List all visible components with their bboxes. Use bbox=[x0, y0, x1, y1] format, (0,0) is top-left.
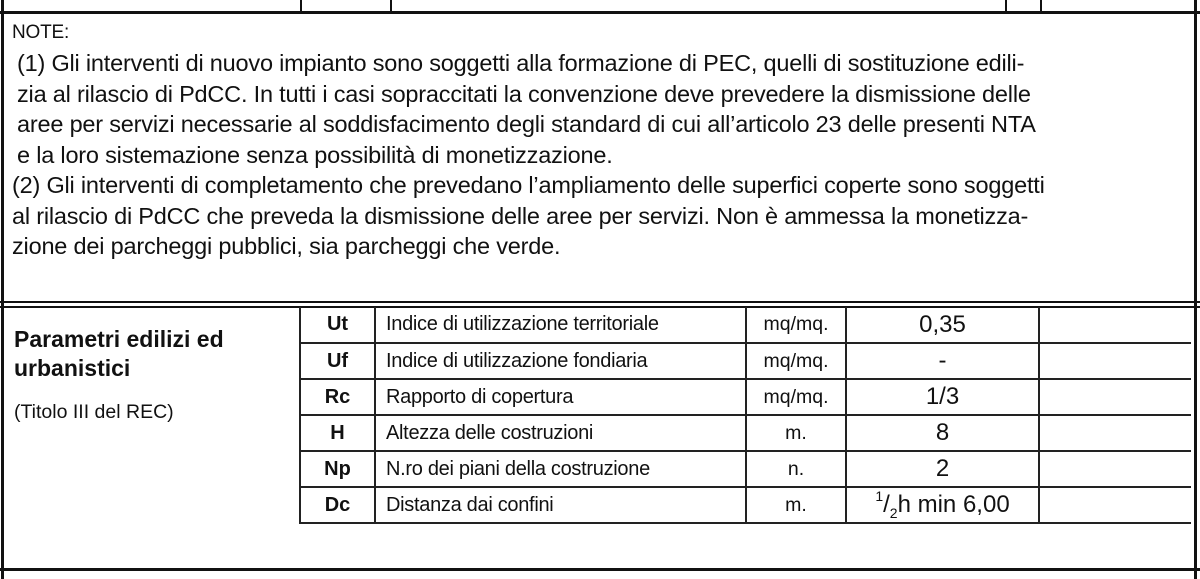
column-divider bbox=[1005, 0, 1007, 12]
fraction-numerator: 1 bbox=[875, 487, 884, 504]
note-1 bbox=[12, 48, 1192, 170]
params-subtitle: (Titolo III del REC) bbox=[14, 401, 174, 423]
table-row bbox=[300, 343, 1191, 379]
param-unit: mq/mq. bbox=[746, 379, 846, 415]
value-suffix: h min 6,00 bbox=[897, 490, 1010, 518]
table-row bbox=[300, 487, 1191, 523]
table-row bbox=[300, 307, 1191, 343]
param-description: N.ro dei piani della costruzione bbox=[375, 451, 746, 487]
param-description: Altezza delle costruzioni bbox=[375, 415, 746, 451]
section-divider bbox=[0, 568, 1200, 571]
note-line: aree per servizi necessarie al soddisfacimento degli standard di cui all’articolo 23 delle presenti NTA bbox=[17, 111, 1036, 137]
param-unit: mq/mq. bbox=[746, 307, 846, 343]
note-line: (2) Gli interventi di completamento che prevedano l’ampliamento delle superfici coperte sono soggetti bbox=[12, 172, 1045, 198]
params-title-line: urbanistici bbox=[14, 355, 131, 381]
table-row bbox=[300, 451, 1191, 487]
param-symbol: Ut bbox=[300, 307, 375, 343]
column-divider bbox=[300, 0, 302, 12]
param-description: Distanza dai confini bbox=[375, 487, 746, 523]
param-note-cell bbox=[1039, 415, 1191, 451]
fraction-value: $^1/_2h$ min 6,00 bbox=[875, 487, 1010, 522]
notes-heading: NOTE: bbox=[12, 22, 70, 43]
param-value: 8 bbox=[846, 415, 1039, 451]
param-symbol: Np bbox=[300, 451, 375, 487]
param-symbol: Dc bbox=[300, 487, 375, 523]
section-divider bbox=[0, 301, 1200, 303]
note-line: zia al rilascio di PdCC. In tutti i casi sopraccitati la convenzione deve prevedere la dismissione delle bbox=[17, 80, 1031, 107]
notes-section bbox=[12, 20, 1192, 262]
params-title bbox=[14, 325, 224, 383]
param-unit: m. bbox=[746, 415, 846, 451]
param-symbol: H bbox=[300, 415, 375, 451]
column-divider bbox=[390, 0, 392, 12]
param-symbol: Rc bbox=[300, 379, 375, 415]
param-note-cell bbox=[1039, 487, 1191, 523]
param-symbol: Uf bbox=[300, 343, 375, 379]
param-unit: n. bbox=[746, 451, 846, 487]
note-line: al rilascio di PdCC che preveda la dismissione delle aree per servizi. Non è ammessa la monetizza- bbox=[12, 202, 1029, 229]
param-value bbox=[846, 487, 1039, 523]
table-row bbox=[300, 415, 1191, 451]
param-value: 1/3 bbox=[846, 379, 1039, 415]
param-note-cell bbox=[1039, 307, 1191, 343]
param-description: Indice di utilizzazione fondiaria bbox=[375, 343, 746, 379]
note-line: zione dei parcheggi pubblici, sia parcheggi che verde. bbox=[12, 233, 561, 259]
param-note-cell bbox=[1039, 451, 1191, 487]
column-divider bbox=[1040, 0, 1042, 12]
note-2 bbox=[12, 170, 1192, 262]
fraction-denominator: 2 bbox=[889, 505, 898, 522]
note-line: e la loro sistemazione senza possibilità di monetizzazione. bbox=[17, 141, 613, 168]
param-unit: mq/mq. bbox=[746, 343, 846, 379]
param-value: - bbox=[846, 343, 1039, 379]
params-table bbox=[299, 307, 1191, 524]
param-description: Rapporto di copertura bbox=[375, 379, 746, 415]
note-line: (1) Gli interventi di nuovo impianto sono soggetti alla formazione di PEC, quelli di sostituzione edili- bbox=[17, 50, 1025, 76]
param-note-cell bbox=[1039, 343, 1191, 379]
table-row bbox=[300, 379, 1191, 415]
param-note-cell bbox=[1039, 379, 1191, 415]
param-description: Indice di utilizzazione territoriale bbox=[375, 307, 746, 343]
param-value: 2 bbox=[846, 451, 1039, 487]
previous-table-row bbox=[0, 0, 1200, 14]
params-title-line: Parametri edilizi ed bbox=[14, 326, 224, 352]
param-unit: m. bbox=[746, 487, 846, 523]
param-value: 0,35 bbox=[846, 307, 1039, 343]
